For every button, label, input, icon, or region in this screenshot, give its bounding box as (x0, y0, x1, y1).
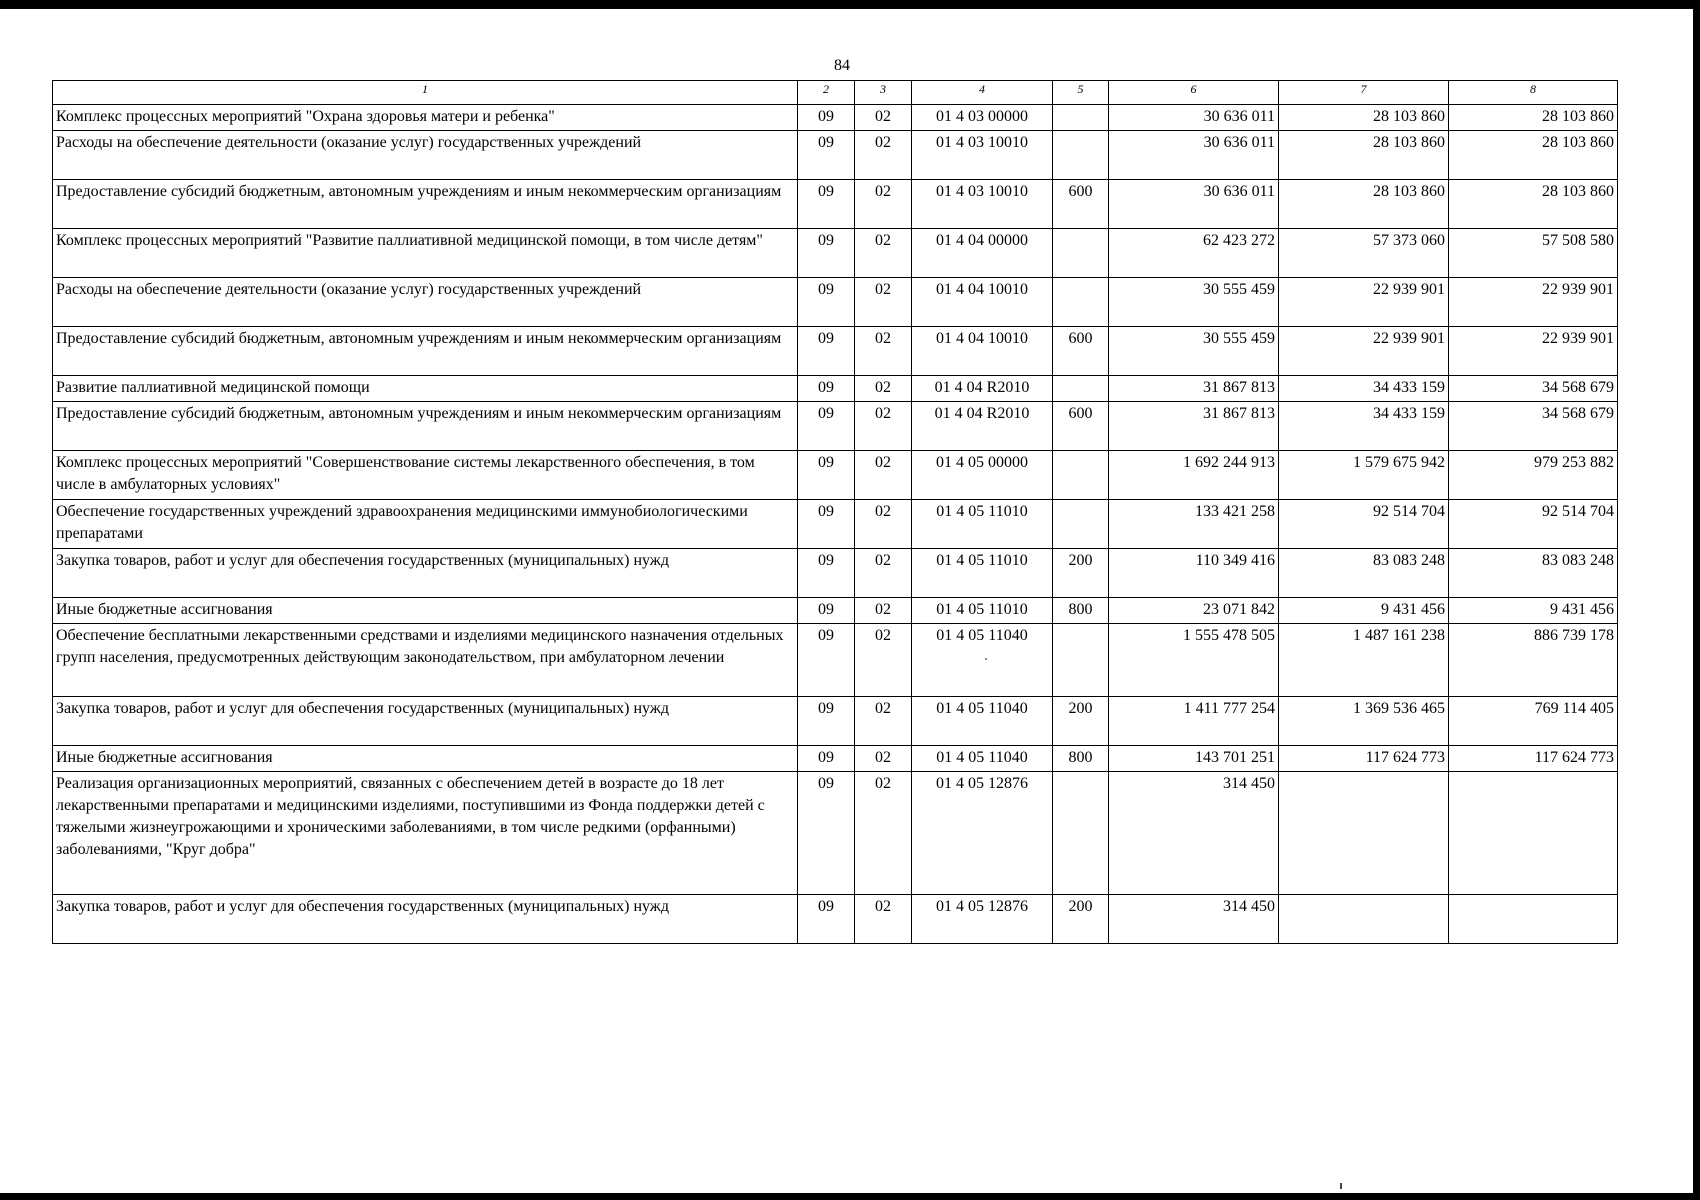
cell-subsection: 02 (855, 697, 912, 746)
cell-amount-col-7: 117 624 773 (1279, 746, 1449, 772)
cell-section: 09 (798, 402, 855, 451)
cell-target-article: 01 4 05 11010 (912, 549, 1053, 598)
header-col-4: 4 (912, 81, 1053, 105)
cell-subsection: 02 (855, 500, 912, 549)
cell-subsection: 02 (855, 376, 912, 402)
header-col-8: 8 (1449, 81, 1618, 105)
cell-amount-col-6: 110 349 416 (1109, 549, 1279, 598)
table-row (53, 772, 1618, 895)
cell-target-article: 01 4 03 10010 (912, 131, 1053, 180)
cell-target-article: 01 4 05 00000 (912, 451, 1053, 500)
cell-amount-col-6: 23 071 842 (1109, 598, 1279, 624)
cell-amount-col-8: 979 253 882 (1449, 451, 1618, 500)
cell-section: 09 (798, 598, 855, 624)
cell-amount-col-8: 9 431 456 (1449, 598, 1618, 624)
cell-description: Комплекс процессных мероприятий "Развитие паллиативной медицинской помощи, в том числе детям" (53, 229, 798, 278)
cell-target-article: 01 4 04 10010 (912, 327, 1053, 376)
cell-section: 09 (798, 746, 855, 772)
table-header-row (53, 81, 1618, 105)
cell-subsection: 02 (855, 598, 912, 624)
cell-subsection: 02 (855, 327, 912, 376)
cell-section: 09 (798, 180, 855, 229)
cell-description: Обеспечение бесплатными лекарственными средствами и изделиями медицинского назначения отдельных групп населения, предусмотренных действующим законодательством, при амбулаторном лечении (53, 624, 798, 697)
table-row (53, 402, 1618, 451)
table-row (53, 229, 1618, 278)
cell-expense-type (1053, 624, 1109, 697)
cell-subsection: 02 (855, 131, 912, 180)
cell-subsection: 02 (855, 451, 912, 500)
cell-amount-col-7: 28 103 860 (1279, 180, 1449, 229)
cell-expense-type (1053, 376, 1109, 402)
cell-amount-col-8 (1449, 772, 1618, 895)
cell-description: Иные бюджетные ассигнования (53, 746, 798, 772)
cell-amount-col-8: 28 103 860 (1449, 180, 1618, 229)
cell-expense-type: 800 (1053, 746, 1109, 772)
cell-amount-col-6: 1 692 244 913 (1109, 451, 1279, 500)
cell-amount-col-7: 22 939 901 (1279, 327, 1449, 376)
cell-subsection: 02 (855, 402, 912, 451)
cell-amount-col-6: 1 411 777 254 (1109, 697, 1279, 746)
scan-border-bottom (0, 1193, 1700, 1200)
cell-description: Предоставление субсидий бюджетным, автономным учреждениям и иным некоммерческим организациям (53, 180, 798, 229)
cell-target-article: 01 4 04 R2010 (912, 402, 1053, 451)
cell-section: 09 (798, 376, 855, 402)
cell-description: Реализация организационных мероприятий, связанных с обеспечением детей в возрасте до 18 лет лекарственными препаратами и медицинскими изделиями, поступившими из Фонда поддержки детей с тяжелыми жизнеугрожающими и хроническими заболеваниями, в том числе редкими (орфанными) заболеваниями, "Круг добра" (53, 772, 798, 895)
cell-amount-col-7: 28 103 860 (1279, 105, 1449, 131)
cell-description: Закупка товаров, работ и услуг для обеспечения государственных (муниципальных) нужд (53, 895, 798, 944)
table-row (53, 327, 1618, 376)
cell-amount-col-6: 62 423 272 (1109, 229, 1279, 278)
cell-description: Закупка товаров, работ и услуг для обеспечения государственных (муниципальных) нужд (53, 549, 798, 598)
cell-amount-col-7: 1 369 536 465 (1279, 697, 1449, 746)
cell-target-article: 01 4 05 11040 (912, 746, 1053, 772)
cell-target-article: 01 4 05 12876 (912, 895, 1053, 944)
page-number: 84 (834, 57, 850, 74)
cell-amount-col-8: 28 103 860 (1449, 105, 1618, 131)
cell-subsection: 02 (855, 105, 912, 131)
cell-amount-col-6: 30 636 011 (1109, 105, 1279, 131)
cell-description: Развитие паллиативной медицинской помощи (53, 376, 798, 402)
table-row (53, 895, 1618, 944)
cell-amount-col-6: 31 867 813 (1109, 402, 1279, 451)
cell-description: Комплекс процессных мероприятий "Охрана здоровья матери и ребенка" (53, 105, 798, 131)
cell-amount-col-6: 1 555 478 505 (1109, 624, 1279, 697)
cell-amount-col-7: 1 579 675 942 (1279, 451, 1449, 500)
cell-amount-col-6: 133 421 258 (1109, 500, 1279, 549)
cell-amount-col-6: 30 555 459 (1109, 278, 1279, 327)
cell-expense-type (1053, 229, 1109, 278)
cell-amount-col-7: 83 083 248 (1279, 549, 1449, 598)
cell-section: 09 (798, 549, 855, 598)
cell-target-article: 01 4 05 11010 (912, 598, 1053, 624)
cell-subsection: 02 (855, 772, 912, 895)
budget-table (52, 80, 1618, 944)
cell-description: Расходы на обеспечение деятельности (оказание услуг) государственных учреждений (53, 278, 798, 327)
cell-subsection: 02 (855, 624, 912, 697)
cell-amount-col-6: 30 555 459 (1109, 327, 1279, 376)
cell-description: Предоставление субсидий бюджетным, автономным учреждениям и иным некоммерческим организациям (53, 402, 798, 451)
cell-amount-col-7: 92 514 704 (1279, 500, 1449, 549)
table-row (53, 451, 1618, 500)
cell-amount-col-6: 30 636 011 (1109, 180, 1279, 229)
cell-subsection: 02 (855, 549, 912, 598)
cell-amount-col-8: 769 114 405 (1449, 697, 1618, 746)
cell-amount-col-7 (1279, 895, 1449, 944)
cell-subsection: 02 (855, 895, 912, 944)
cell-amount-col-7: 9 431 456 (1279, 598, 1449, 624)
table-row (53, 105, 1618, 131)
cell-expense-type (1053, 500, 1109, 549)
cell-amount-col-6: 143 701 251 (1109, 746, 1279, 772)
cell-subsection: 02 (855, 229, 912, 278)
cell-target-article: 01 4 03 10010 (912, 180, 1053, 229)
cell-amount-col-8: 22 939 901 (1449, 327, 1618, 376)
cell-expense-type (1053, 131, 1109, 180)
cell-expense-type (1053, 772, 1109, 895)
table-row (53, 278, 1618, 327)
cell-amount-col-8: 92 514 704 (1449, 500, 1618, 549)
table-row (53, 131, 1618, 180)
cell-target-article: 01 4 05 11010 (912, 500, 1053, 549)
cell-amount-col-7: 1 487 161 238 (1279, 624, 1449, 697)
cell-expense-type: 800 (1053, 598, 1109, 624)
cell-amount-col-8: 117 624 773 (1449, 746, 1618, 772)
cell-amount-col-7: 34 433 159 (1279, 376, 1449, 402)
cell-amount-col-7 (1279, 772, 1449, 895)
table-row (53, 624, 1618, 697)
cell-amount-col-8 (1449, 895, 1618, 944)
header-col-5: 5 (1053, 81, 1109, 105)
cell-amount-col-7: 34 433 159 (1279, 402, 1449, 451)
scan-border-top (0, 0, 1700, 9)
cell-subsection: 02 (855, 278, 912, 327)
cell-amount-col-8: 22 939 901 (1449, 278, 1618, 327)
cell-section: 09 (798, 500, 855, 549)
cell-description: Расходы на обеспечение деятельности (оказание услуг) государственных учреждений (53, 131, 798, 180)
cell-section: 09 (798, 451, 855, 500)
table-row (53, 746, 1618, 772)
cell-amount-col-8: 34 568 679 (1449, 376, 1618, 402)
cell-subsection: 02 (855, 180, 912, 229)
cell-description: Обеспечение государственных учреждений здравоохранения медицинскими иммунобиологическими препаратами (53, 500, 798, 549)
cell-section: 09 (798, 624, 855, 697)
cell-description: Предоставление субсидий бюджетным, автономным учреждениям и иным некоммерческим организациям (53, 327, 798, 376)
cell-amount-col-6: 314 450 (1109, 895, 1279, 944)
header-col-6: 6 (1109, 81, 1279, 105)
cell-target-article: 01 4 05 12876 (912, 772, 1053, 895)
cell-expense-type: 600 (1053, 180, 1109, 229)
header-col-7: 7 (1279, 81, 1449, 105)
cell-target-article: 01 4 05 11040 (912, 624, 1053, 697)
table-row (53, 697, 1618, 746)
cell-expense-type: 200 (1053, 549, 1109, 598)
header-col-3: 3 (855, 81, 912, 105)
scan-speck (985, 658, 987, 660)
cell-subsection: 02 (855, 746, 912, 772)
cell-section: 09 (798, 697, 855, 746)
cell-section: 09 (798, 278, 855, 327)
cell-description: Иные бюджетные ассигнования (53, 598, 798, 624)
cell-amount-col-8: 34 568 679 (1449, 402, 1618, 451)
cell-target-article: 01 4 04 10010 (912, 278, 1053, 327)
cell-amount-col-8: 28 103 860 (1449, 131, 1618, 180)
cell-section: 09 (798, 131, 855, 180)
cell-section: 09 (798, 895, 855, 944)
table-row (53, 598, 1618, 624)
cell-description: Комплекс процессных мероприятий "Совершенствование системы лекарственного обеспечения, в том числе в амбулаторных условиях" (53, 451, 798, 500)
cell-expense-type: 600 (1053, 402, 1109, 451)
table-row (53, 376, 1618, 402)
header-col-1: 1 (53, 81, 798, 105)
cell-expense-type (1053, 278, 1109, 327)
cell-amount-col-6: 31 867 813 (1109, 376, 1279, 402)
cell-description: Закупка товаров, работ и услуг для обеспечения государственных (муниципальных) нужд (53, 697, 798, 746)
cell-expense-type: 200 (1053, 697, 1109, 746)
cell-target-article: 01 4 04 R2010 (912, 376, 1053, 402)
cell-amount-col-8: 886 739 178 (1449, 624, 1618, 697)
scan-border-right (1693, 0, 1700, 1200)
cell-amount-col-7: 57 373 060 (1279, 229, 1449, 278)
cell-expense-type (1053, 451, 1109, 500)
cell-amount-col-7: 28 103 860 (1279, 131, 1449, 180)
cell-expense-type: 200 (1053, 895, 1109, 944)
table-row (53, 500, 1618, 549)
cell-target-article: 01 4 03 00000 (912, 105, 1053, 131)
cell-section: 09 (798, 772, 855, 895)
cell-target-article: 01 4 05 11040 (912, 697, 1053, 746)
cell-amount-col-8: 57 508 580 (1449, 229, 1618, 278)
cell-amount-col-6: 30 636 011 (1109, 131, 1279, 180)
cell-section: 09 (798, 229, 855, 278)
cell-amount-col-8: 83 083 248 (1449, 549, 1618, 598)
table-row (53, 549, 1618, 598)
cell-amount-col-6: 314 450 (1109, 772, 1279, 895)
cell-section: 09 (798, 105, 855, 131)
cell-amount-col-7: 22 939 901 (1279, 278, 1449, 327)
cell-expense-type (1053, 105, 1109, 131)
cell-expense-type: 600 (1053, 327, 1109, 376)
scan-speck (1340, 1183, 1342, 1189)
header-col-2: 2 (798, 81, 855, 105)
table-row (53, 180, 1618, 229)
cell-target-article: 01 4 04 00000 (912, 229, 1053, 278)
cell-section: 09 (798, 327, 855, 376)
